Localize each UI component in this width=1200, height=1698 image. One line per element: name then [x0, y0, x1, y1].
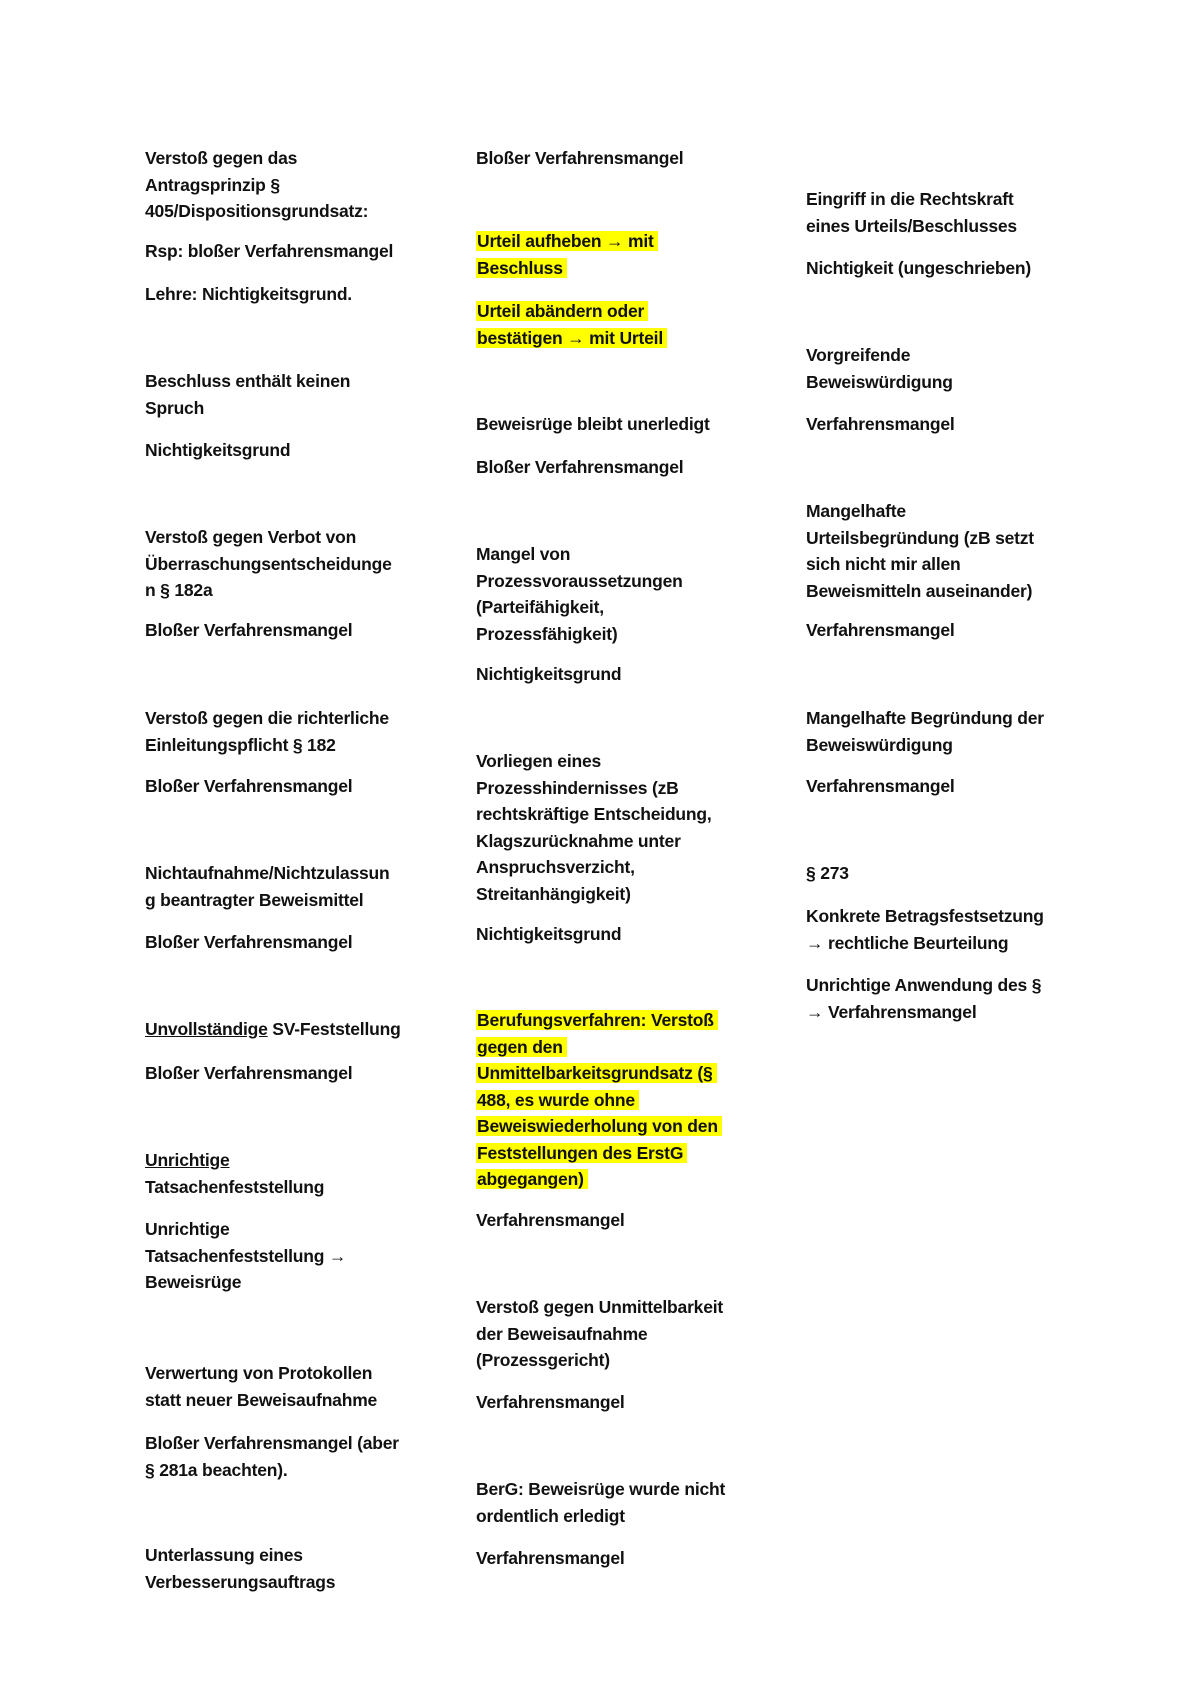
col1-block-17: Bloßer Verfahrensmangel (aber § 281a beachten).	[145, 1433, 399, 1480]
col2-block-3-highlighted: Urteil abändern oder bestätigen → mit Urteil	[476, 298, 667, 351]
col1-block-12: Unvollständige SV-Feststellung	[145, 1019, 401, 1039]
col3-block-10: Konkrete Betragsfestsetzung → rechtliche Beurteilung	[806, 906, 1044, 953]
col3-block-8: Verfahrensmangel	[806, 776, 955, 796]
col1-block-3: Lehre: Nichtigkeitsgrund.	[145, 284, 352, 304]
col2-block-9: Nichtigkeitsgrund	[476, 924, 622, 944]
col2-block-10-highlighted: Berufungsverfahren: Verstoß gegen den Unmittelbarkeitsgrundsatz (§ 488, es wurde ohne Beweiswiederholung von den Feststellungen des ErstG abgegangen)	[476, 1007, 722, 1193]
col1-block-14: Unrichtige Tatsachenfeststellung	[145, 1150, 325, 1197]
col1-block-4: Beschluss enthält keinen Spruch	[145, 371, 351, 418]
col2-block-2-highlighted: Urteil aufheben → mit Beschluss	[476, 228, 658, 281]
col1-block-11: Bloßer Verfahrensmangel	[145, 932, 353, 952]
col2-block-11: Verfahrensmangel	[476, 1210, 625, 1230]
col3-block-3: Vorgreifende Beweiswürdigung	[806, 345, 953, 392]
col2-block-5: Bloßer Verfahrensmangel	[476, 457, 684, 477]
col2-block-15: Verfahrensmangel	[476, 1548, 625, 1568]
col1-block-8: Verstoß gegen die richterliche Einleitungspflicht § 182	[145, 708, 389, 755]
col1-block-1: Verstoß gegen das Antragsprinzip § 405/Dispositionsgrundsatz:	[145, 148, 369, 221]
col2-block-8: Vorliegen eines Prozesshindernisses (zB rechtskräftige Entscheidung, Klagszurücknahme unter Anspruchsverzicht, Streitanhängigkeit)	[476, 751, 712, 904]
col1-block-18: Unterlassung eines Verbesserungsauftrags	[145, 1545, 336, 1592]
col1-block-15: Unrichtige Tatsachenfeststellung → Beweisrüge	[145, 1219, 347, 1292]
col3-block-6: Verfahrensmangel	[806, 620, 955, 640]
col2-block-4: Beweisrüge bleibt unerledigt	[476, 414, 710, 434]
col2-block-1: Bloßer Verfahrensmangel	[476, 148, 684, 168]
col3-block-4: Verfahrensmangel	[806, 414, 955, 434]
col1-block-16: Verwertung von Protokollen statt neuer Beweisaufnahme	[145, 1363, 378, 1410]
col1-block-10: Nichtaufnahme/Nichtzulassun g beantragter Beweismittel	[145, 863, 390, 910]
col3-block-9: § 273	[806, 863, 849, 883]
col2-block-6: Mangel von Prozessvoraussetzungen (Parteifähigkeit, Prozessfähigkeit)	[476, 544, 683, 644]
col2-block-12: Verstoß gegen Unmittelbarkeit der Beweisaufnahme (Prozessgericht)	[476, 1297, 724, 1370]
col1-block-6: Verstoß gegen Verbot von Überraschungsentscheidunge n § 182a	[145, 527, 392, 600]
col1-block-7: Bloßer Verfahrensmangel	[145, 620, 353, 640]
col3-block-2: Nichtigkeit (ungeschrieben)	[806, 258, 1032, 278]
col2-block-13: Verfahrensmangel	[476, 1392, 625, 1412]
col3-block-7: Mangelhafte Begründung der Beweiswürdigung	[806, 708, 1044, 755]
col3-block-11: Unrichtige Anwendung des § → Verfahrensmangel	[806, 975, 1042, 1022]
col1-block-2: Rsp: bloßer Verfahrensmangel	[145, 241, 394, 261]
col1-block-9: Bloßer Verfahrensmangel	[145, 776, 353, 796]
col1-block-5: Nichtigkeitsgrund	[145, 440, 291, 460]
col1-block-13: Bloßer Verfahrensmangel	[145, 1063, 353, 1083]
col3-block-1: Eingriff in die Rechtskraft eines Urteils/Beschlusses	[806, 189, 1017, 236]
col2-block-14: BerG: Beweisrüge wurde nicht ordentlich erledigt	[476, 1479, 726, 1526]
col2-block-7: Nichtigkeitsgrund	[476, 664, 622, 684]
col3-block-5: Mangelhafte Urteilsbegründung (zB setzt sich nicht mir allen Beweismitteln auseinander)	[806, 501, 1034, 601]
